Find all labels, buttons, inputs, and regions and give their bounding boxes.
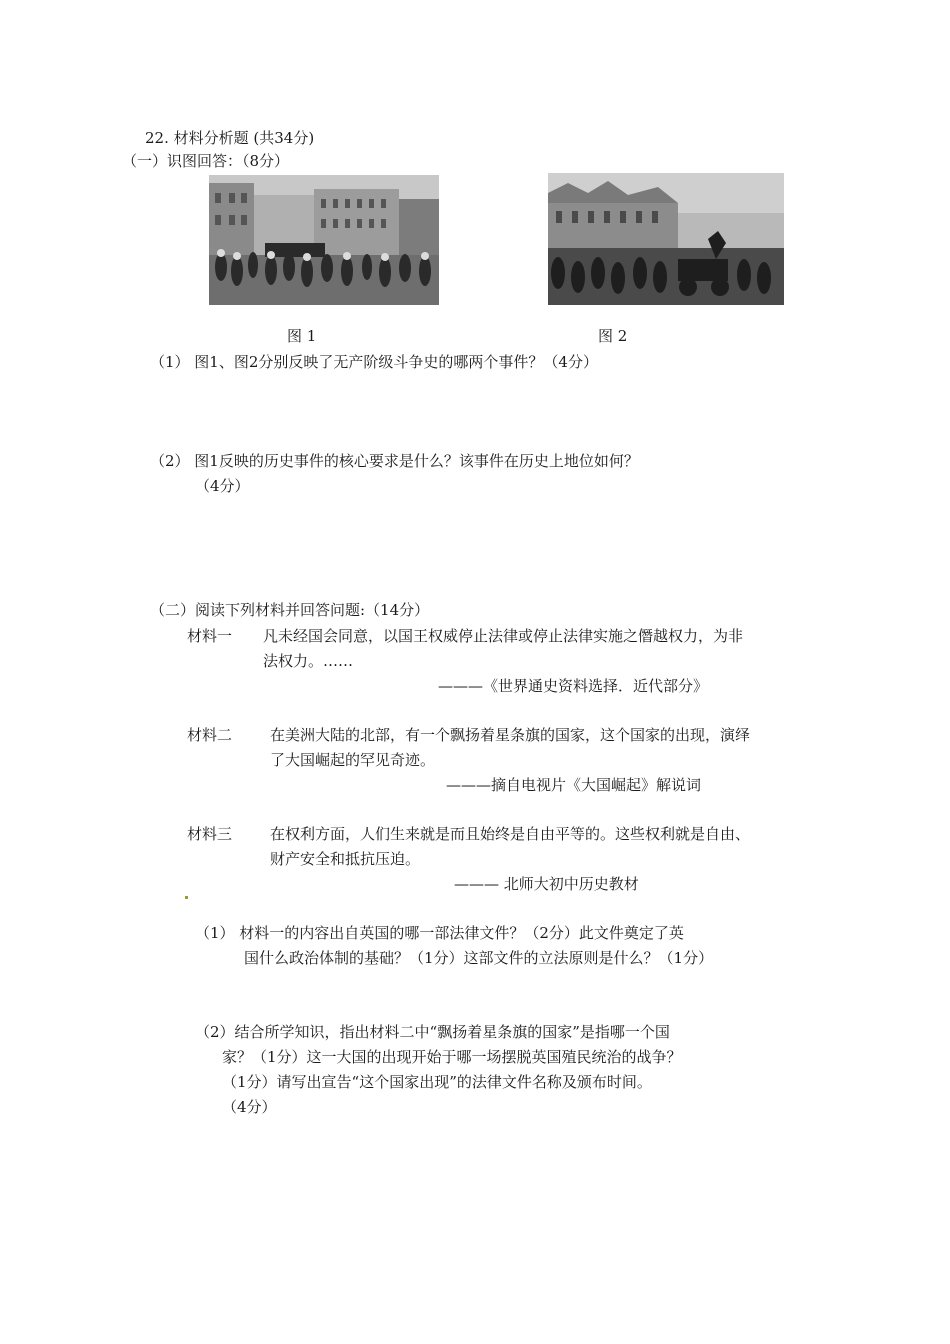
part2-question-1-line-1: （1） 材料一的内容出自英国的哪一部法律文件？（2分）此文件奠定了英: [195, 924, 684, 942]
material-3-line-2: 财产安全和抵抗压迫。: [270, 850, 421, 868]
part2-question-1-line-2: 国什么政治体制的基础？（1分）这部文件的立法原则是什么？（1分）: [244, 949, 714, 967]
stray-mark: [185, 896, 188, 899]
material-3-source: ——— 北师大初中历史教材: [454, 875, 639, 893]
figure-1-caption: 图 1: [287, 327, 317, 345]
material-2-line-2: 了大国崛起的罕见奇迹。: [270, 751, 436, 769]
material-2-line-1: 在美洲大陆的北部，有一个飘扬着星条旗的国家，这个国家的出现，演绎: [270, 726, 751, 744]
part1-question-1: （1） 图1、图2分别反映了无产阶级斗争史的哪两个事件？（4分）: [150, 353, 598, 371]
figure-2-image: [548, 173, 784, 305]
part2-question-2-line-2: 家？（1分）这一大国的出现开始于哪一场摆脱英国殖民统治的战争？: [222, 1048, 682, 1066]
part1-question-2-line-1: （2） 图1反映的历史事件的核心要求是什么？该事件在历史上地位如何？: [150, 452, 639, 470]
material-1-source: ———《世界通史资料选择．近代部分》: [438, 677, 709, 695]
material-2-source: ———摘自电视片《大国崛起》解说词: [446, 776, 702, 794]
material-1-line-2: 法权力。……: [263, 652, 354, 670]
material-1-label: 材料一: [187, 627, 233, 645]
part2-header: （二）阅读下列材料并回答问题:（14分）: [150, 601, 430, 619]
part2-question-2-line-4: （4分）: [222, 1098, 277, 1116]
part1-question-2-line-2: （4分）: [195, 477, 250, 495]
part2-question-2-line-1: （2）结合所学知识，指出材料二中“飘扬着星条旗的国家”是指哪一个国: [195, 1023, 670, 1041]
question-title: 22. 材料分析题 (共34分): [145, 129, 315, 147]
figure-2-caption: 图 2: [598, 327, 628, 345]
material-1-line-1: 凡未经国会同意，以国王权威停止法律或停止法律实施之僭越权力，为非: [263, 627, 744, 645]
material-3-line-1: 在权利方面，人们生来就是而且始终是自由平等的。这些权利就是自由、: [270, 825, 751, 843]
part2-question-2-line-3: （1分）请写出宣告“这个国家出现”的法律文件名称及颁布时间。: [222, 1073, 652, 1091]
material-2-label: 材料二: [187, 726, 233, 744]
figure-1-image: [209, 175, 439, 305]
part1-header: （一）识图回答：（8分）: [122, 152, 290, 170]
material-3-label: 材料三: [187, 825, 233, 843]
